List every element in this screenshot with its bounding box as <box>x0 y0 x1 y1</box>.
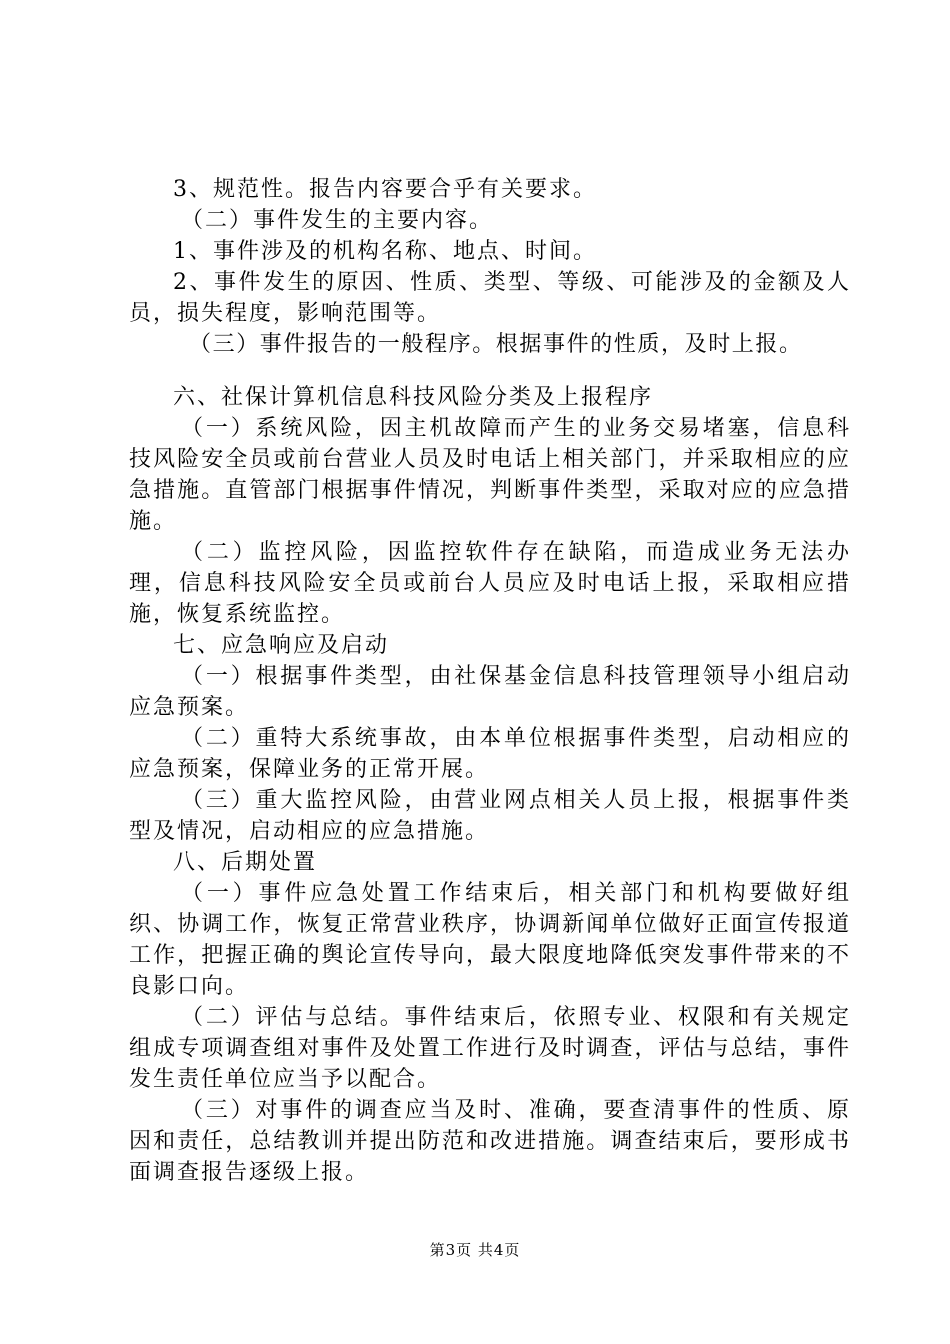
paragraph: （二）监控风险，因监控软件存在缺陷，而造成业务无法办理，信息科技风险安全员或前台人员应及时电话上报，采取相应措施，恢复系统监控。 <box>129 540 851 627</box>
paragraph: （一）根据事件类型，由社保基金信息科技管理领导小组启动应急预案。 <box>129 664 851 720</box>
section-heading: 七、应急响应及启动 <box>173 633 390 658</box>
document-body <box>129 174 851 1188</box>
paragraph: （一）事件应急处置工作结束后，相关部门和机构要做好组织、协调工作，恢复正常营业秩序，协调新闻单位做好正面宣传报道工作，把握正确的舆论宣传导向，最大限度地降低突发事件带来的不良影口向。 <box>129 881 851 999</box>
paragraph: 1、事件涉及的机构名称、地点、时间。 <box>173 239 597 264</box>
paragraph: （二）事件发生的主要内容。 <box>181 208 494 233</box>
paragraph: （三）事件报告的一般程序。根据事件的性质，及时上报。 <box>189 332 803 357</box>
section-heading: 八、后期处置 <box>173 850 318 875</box>
page-number-footer: 第3页 共4页 <box>429 1241 521 1259</box>
section-heading: 六、社保计算机信息科技风险分类及上报程序 <box>173 385 654 410</box>
paragraph: （二）重特大系统事故，由本单位根据事件类型，启动相应的应急预案，保障业务的正常开展。 <box>129 726 851 782</box>
paragraph: 2、事件发生的原因、性质、类型、等级、可能涉及的金额及人员，损失程度，影响范围等。 <box>129 270 851 326</box>
paragraph: （一）系统风险，因主机故障而产生的业务交易堵塞，信息科技风险安全员或前台营业人员及时电话上相关部门，并采取相应的应急措施。直管部门根据事件情况，判断事件类型，采取对应的应急措施。 <box>129 416 851 534</box>
paragraph: （三）重大监控风险，由营业网点相关人员上报，根据事件类型及情况，启动相应的应急措施。 <box>129 788 851 844</box>
paragraph: （三）对事件的调查应当及时、准确，要查清事件的性质、原因和责任，总结教训并提出防范和改进措施。调查结束后，要形成书面调查报告逐级上报。 <box>129 1098 851 1185</box>
paragraph-gap <box>129 360 851 382</box>
paragraph: （二）评估与总结。事件结束后，依照专业、权限和有关规定组成专项调查组对事件及处置工作进行及时调查，评估与总结，事件发生责任单位应当予以配合。 <box>129 1005 851 1092</box>
paragraph: 3、规范性。报告内容要合乎有关要求。 <box>173 177 597 202</box>
